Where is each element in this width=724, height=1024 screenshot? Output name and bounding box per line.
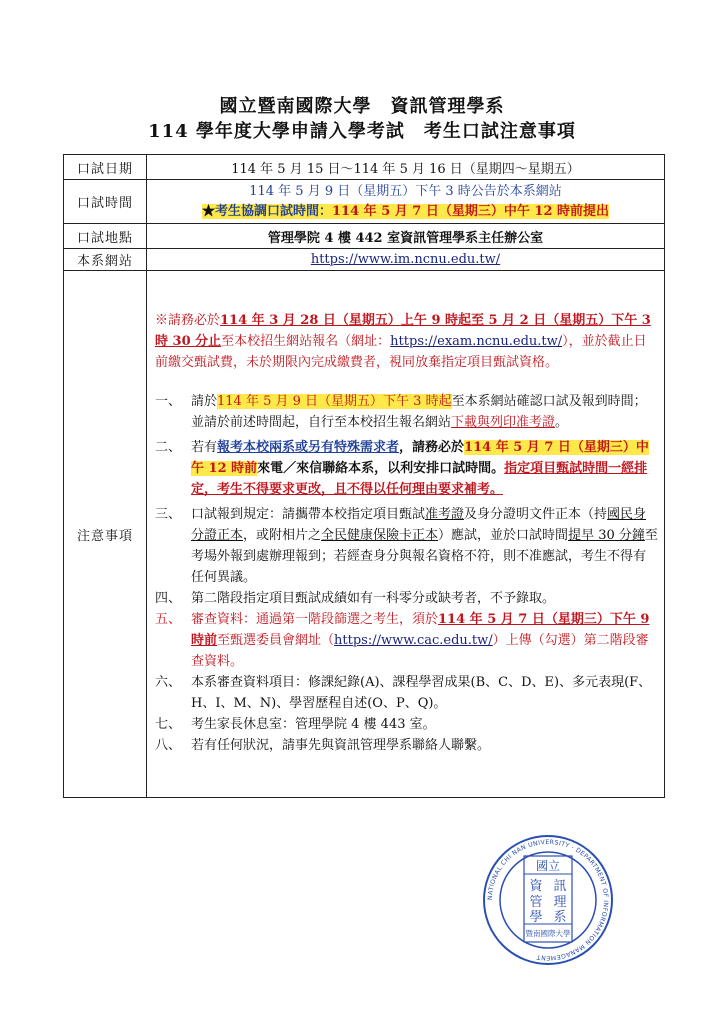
seal-ring-text: NATIONAL CHI NAN UNIVERSITY · DEPARTMENT OF INFORMATION MANAGEMENT [486,838,610,962]
note2-text-c: ，請務必於 [399,440,465,455]
note3-text-c: 及身分證明文件正本（持 [464,507,608,522]
info-table [63,154,665,798]
label-department-site: 本系網站 [64,249,147,271]
note6-text: 本系審查資料項目：修課紀錄(A)、課程學習成果(B、C、D、E)、多元表現(F、H、I、M、N)、學習歷程自述(O、P、Q)。 [191,675,652,711]
label-interview-place: 口試地點 [64,224,147,249]
label-notes: 注意事項 [64,271,147,798]
row-interview-place [64,224,665,249]
note3-national-id: 國民身分證正本 [191,507,647,543]
note-item-1 [155,391,658,433]
note3-text-a: 口試報到規定：請攜帶本校指定項目甄試 [191,507,426,522]
row-interview-date [64,155,665,180]
note1-announce-time: 114 年 5 月 9 日（星期五）下午 3 時起 [217,394,452,409]
note4-text: 第二階段指定項目甄試成績如有一科零分或缺考者，不予錄取。 [191,591,556,606]
value-interview-date: 114 年 5 月 15 日～114 年 5 月 16 日（星期四～星期五） [147,155,665,180]
note1-download-ticket: 下載與列印准考證 [451,415,556,430]
svg-text:NATIONAL CHI NAN UNIVERSITY · [487,839,609,961]
note-item-8 [155,735,658,756]
label-interview-date: 口試日期 [64,155,147,180]
note1-text-c: 至本系網站確認口試及報到時間；並請於前述時間起，自行至本校招生報名網站 [191,394,647,430]
seal-bottom-text: 暨南國際大學 [525,929,571,938]
note5-deadline: 114 年 5 月 7 日（星期三）下午 9 時前 [191,612,650,648]
note-number-5: 五、 [155,612,182,627]
note-item-7 [155,714,658,735]
time-coordinate-deadline: 114 年 5 月 7 日（星期三）中午 12 時前提出 [332,203,610,219]
note-number-8: 八、 [155,738,182,753]
seal-char-5: 學 [529,910,543,925]
intro-prefix: ※請務必於 [155,313,221,328]
note-number-6: 六、 [155,675,182,690]
seal-top-text: 國立 [535,859,561,873]
notes-content [147,271,665,798]
note-item-5 [155,609,658,672]
note-number-3: 三、 [155,507,182,522]
note3-text-g: ）應試，並於口試時間 [438,528,569,543]
note3-early-30min: 提早 30 分鐘 [568,528,645,543]
note5-text-a: 審查資料：通過第一階段篩選之考生，須於 [191,612,439,627]
cac-site-link[interactable]: https://www.cac.edu.tw/ [334,633,493,648]
note-item-4 [155,588,658,609]
department-seal-icon [482,834,614,966]
note2-contact: 來電／來信聯絡本系，以利安排口試時間。 [257,461,505,476]
note2-deadline: 114 年 5 月 7 日（星期三）中午 12 時前 [191,440,649,476]
note2-text-a: 若有 [191,440,218,455]
seal-char-3: 管 [529,895,543,910]
note2-special-needs: 報考本校兩系或另有特殊需求者 [217,440,400,455]
notes-intro [155,310,658,373]
note-number-1: 一、 [155,394,182,409]
value-interview-time [147,180,665,224]
note-item-2 [155,437,658,500]
note1-text-e: 。 [555,415,569,430]
note3-health-card: 全民健康保險卡正本 [321,528,439,543]
seal-char-1: 資 [529,879,543,894]
note-number-2: 二、 [155,440,182,455]
seal-char-2: 訊 [553,879,567,894]
note-item-6 [155,672,658,714]
value-interview-place: 管理學院 4 樓 442 室資訊管理學系主任辦公室 [147,224,665,249]
document-title-line2: 114 學年度大學申請入學考試 考生口試注意事項 [148,121,576,142]
note8-text: 若有任何狀況，請事先與資訊管理學系聯絡人聯繫。 [191,738,491,753]
row-notes [64,271,665,798]
note-number-7: 七、 [155,717,182,732]
note3-text-e: ，或附相片之 [243,528,322,543]
document-title-line1: 國立暨南國際大學 資訊管理學系 [219,96,505,117]
registration-period: 114 年 3 月 28 日（星期五）上午 9 時起至 5 月 2 日（星期五）下午 3 時 30 分止 [155,313,651,349]
intro-fee-text: ），並於截止日前繳交甄試費，未於期限內完成繳費者，視同放棄指定項目甄試資格。 [155,334,647,370]
exam-site-link[interactable]: https://exam.ncnu.edu.tw/ [390,334,563,349]
seal-char-4: 理 [553,895,567,910]
note1-text-a: 請於 [191,394,218,409]
note-number-4: 四、 [155,591,182,606]
note-item-3 [155,504,658,588]
note2-no-change-warning: 指定項目甄試時間一經排定，考生不得要求更改，且不得以任何理由要求補考。 [191,461,648,497]
intro-site-text: 至本校招生網站報名（網址： [221,334,391,349]
note5-text-d: ）上傳（勾選）第二階段審查資料。 [191,633,649,669]
row-interview-time [64,180,665,224]
note3-text-i: 至考場外報到處辦理報到；若經查身分與報名資格不符，則不准應試，考生不得有任何異議。 [191,528,658,585]
department-site-link[interactable]: https://www.im.ncnu.edu.tw/ [310,252,501,267]
label-interview-time: 口試時間 [64,180,147,224]
row-department-site [64,249,665,271]
note5-text-c: 至甄選委員會網址（ [217,633,335,648]
time-announce-line: 114 年 5 月 9 日（星期五）下午 3 時公告於本系網站 [249,183,562,199]
note7-text: 考生家長休息室：管理學院 4 樓 443 室。 [191,717,436,732]
time-coordinate-label: 考生協調口試時間： [215,203,333,219]
seal-char-6: 系 [553,910,567,925]
note3-admission-ticket: 准考證 [425,507,465,522]
star-icon: ★ [201,203,215,219]
